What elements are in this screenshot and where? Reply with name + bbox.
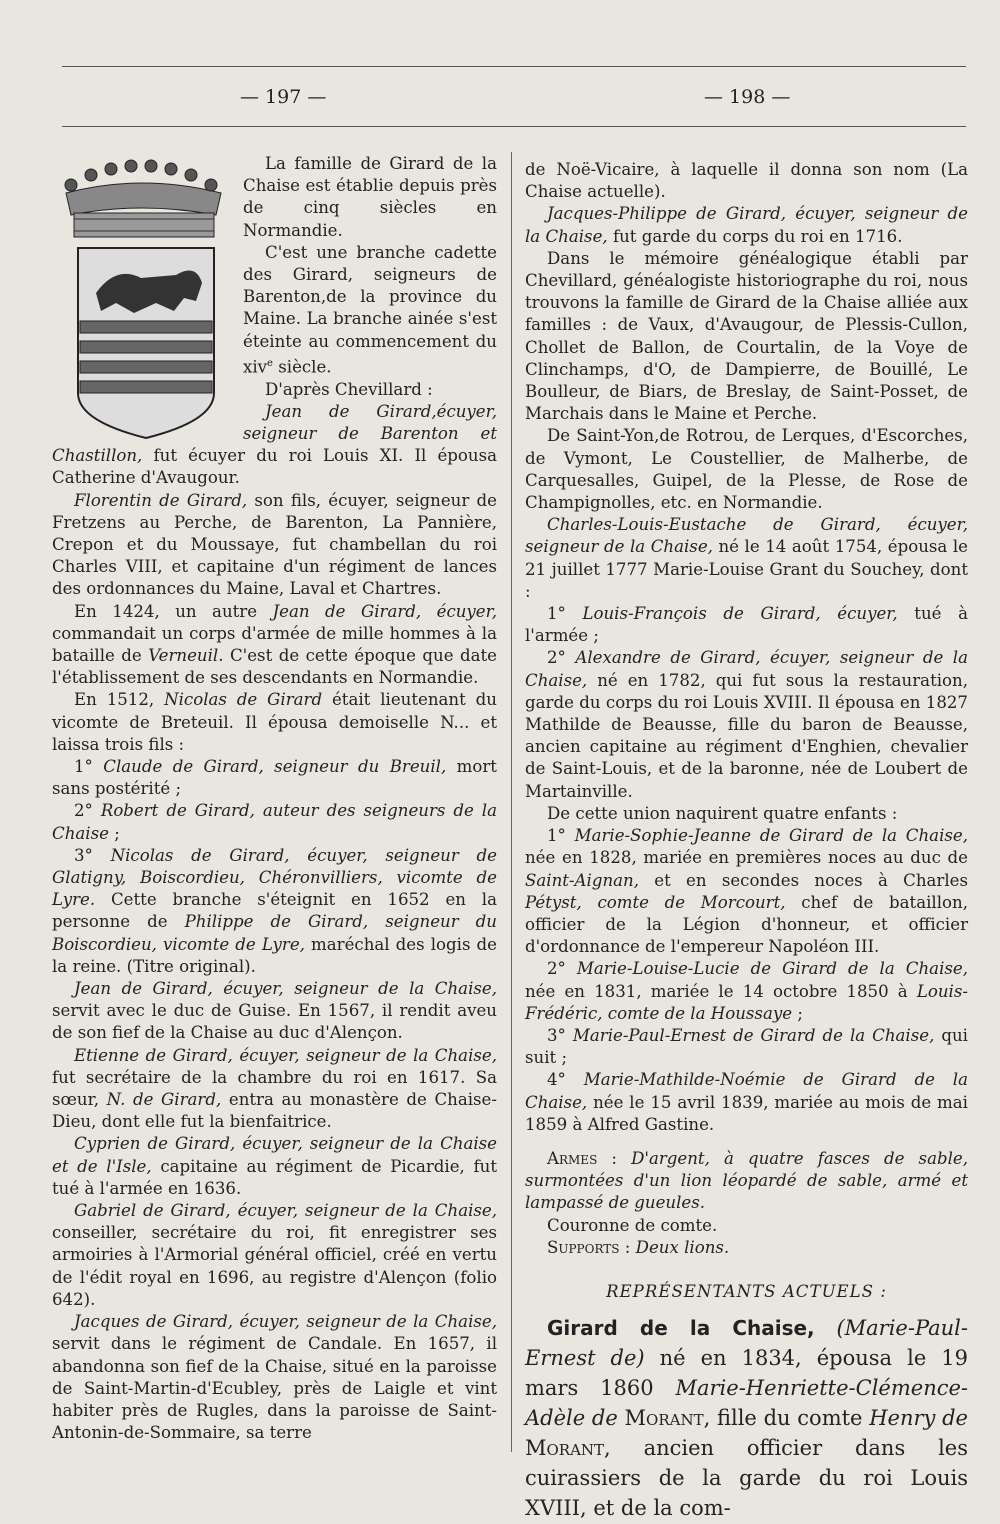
- paragraph-etienne: Etienne de Girard, écuyer, seigneur de la Chaise, fut secrétaire de la chambre du roi en 1617. Sa sœur, N. de Girard, entra au monastère de Chaise-Dieu, dont elle fut la bienfaitrice.: [52, 1045, 497, 1132]
- left-column: [52, 153, 497, 1444]
- paragraph-jean: Jean de Girard,écuyer, seigneur de Barenton et Chastillon, fut écuyer du roi Louis XI. Il épousa Catherine d'Avaugour.: [52, 401, 497, 488]
- paragraph-chevillard: D'après Chevillard :: [265, 379, 433, 399]
- paragraph-claude: 1° Claude de Girard, seigneur du Breuil, mort sans postérité ;: [52, 757, 497, 799]
- paragraph-noe-vicaire: de Noë-Vicaire, à laquelle il donna son nom (La Chaise actuelle).: [525, 160, 968, 202]
- paragraph-louis-francois: 1° Louis-François de Girard, écuyer, tué à l'armée ;: [525, 604, 968, 646]
- paragraph-representants: Girard de la Chaise, (Marie-Paul-Ernest de) né en 1834, épousa le 19 mars 1860 Marie-Henriette-Clémence-Adèle de Morant, fille du comte Henry de Morant, ancien officier dans les cuirassiers de la garde du roi Louis XVIII, et de la com-: [525, 1316, 968, 1521]
- paragraph-marie-sophie: 1° Marie-Sophie-Jeanne de Girard de la Chaise, née en 1828, mariée en premières noces au duc de Saint-Aignan, et en secondes noces à Charles Pétyst, comte de Morcourt, chef de bataillon, officier de la Légion d'honneur, et officier d'ordonnance de l'empereur Napoléon III.: [525, 826, 968, 957]
- paragraph-marie-mathilde: 4° Marie-Mathilde-Noémie de Girard de la Chaise, née le 15 avril 1839, mariée au mois de mai 1859 à Alfred Gastine.: [525, 1070, 968, 1134]
- paragraph-marie-paul: 3° Marie-Paul-Ernest de Girard de la Chaise, qui suit ;: [525, 1025, 968, 1068]
- coat-of-arms-image: [56, 153, 231, 443]
- paragraph-supports: Supports : Deux lions.: [547, 1237, 730, 1257]
- paragraph-jacques: Jacques de Girard, écuyer, seigneur de la Chaise, servit dans le régiment de Candale. En 1657, il abandonna son fief de la Chaise, situé en la paroisse de Saint-Martin-d'Ecubley, près de Laigle et vint habiter près de Rugles, dans la paroisse de Saint-Antonin-de-Sommaire, sa terre: [52, 1312, 497, 1443]
- column-divider: [511, 152, 512, 1452]
- paragraph-couronne: Couronne de comte.: [547, 1215, 718, 1235]
- header-rule: [62, 126, 966, 127]
- paragraph-gabriel: Gabriel de Girard, écuyer, seigneur de la Chaise, conseiller, secrétaire du roi, fit enregistrer ses armoiries à l'Armorial général officiel, créé en vertu de l'édit royal en 1696, au registre d'Alençon (folio 642).: [52, 1201, 497, 1309]
- paragraph-memoire: Dans le mémoire généalogique établi par Chevillard, généalogiste historiographe du roi, nous trouvons la famille de Girard de la Chaise alliée aux familles : de Vaux, d'Avaugour, de Plessis-Cullon, Chollet de Ballon, de Courtalin, de la Voye de Clinchamps, d'O, de Dampierre, de Bouillé, Le Boulleur, de Biars, de Breslay, de Saint-Posset, de Marchais dans le Maine et Perche.: [525, 248, 968, 424]
- paragraph-cyprien: Cyprien de Girard, écuyer, seigneur de la Chaise et de l'Isle, capitaine au régiment de Picardie, fut tué à l'armée en 1636.: [52, 1134, 497, 1198]
- right-column: [525, 159, 968, 1523]
- paragraph-armes: Armes : D'argent, à quatre fasces de sable, surmontées d'un lion léopardé de sable, armé et lampassé de gueules.: [525, 1148, 968, 1213]
- paragraph-1512: En 1512, Nicolas de Girard était lieutenant du vicomte de Breteuil. Il épousa demoiselle N... et laissa trois fils :: [52, 690, 497, 754]
- paragraph-1424: En 1424, un autre Jean de Girard, écuyer, commandait un corps d'armée de mille hommes à la bataille de Verneuil. C'est de cette époque que date l'établissement de ses descendants en Normandie.: [52, 601, 498, 688]
- paragraph-intro: La famille de Girard de la Chaise est établie depuis près de cinq siècles en Normandie.: [243, 154, 497, 240]
- paragraph-nicolas: 3° Nicolas de Girard, écuyer, seigneur de Glatigny, Boiscordieu, Chéronvilliers, vicomte de Lyre. Cette branche s'éteignit en 1652 en la personne de Philippe de Girard, seigneur du Boiscordieu, vicomte de Lyre, maréchal des logis de la reine. (Titre original).: [52, 845, 497, 976]
- paragraph-union: De cette union naquirent quatre enfants :: [547, 803, 898, 823]
- page-number-right: — 198 —: [704, 86, 791, 108]
- paragraph-alexandre: 2° Alexandre de Girard, écuyer, seigneur de la Chaise, né en 1782, qui fut sous la restauration, garde du corps du roi Louis XVIII. Il épousa en 1827 Mathilde de Beausse, fille du baron de Beausse, ancien capitaine au régiment d'Enghien, chevalier de Saint-Louis, et de la baronne, née de Loubert de Martainville.: [525, 648, 968, 801]
- paragraph-jacques-philippe: Jacques-Philippe de Girard, écuyer, seigneur de la Chaise, fut garde du corps du roi en 1716.: [525, 204, 968, 246]
- coat-of-arms-icon: [56, 153, 231, 443]
- paragraph-jean-chaise: Jean de Girard, écuyer, seigneur de la Chaise, servit avec le duc de Guise. En 1567, il rendit aveu de son fief de la Chaise au duc d'Alençon.: [52, 979, 497, 1043]
- paragraph-marie-louise: 2° Marie-Louise-Lucie de Girard de la Chaise, née en 1831, mariée le 14 octobre 1850 à Louis-Frédéric, comte de la Houssaye ;: [525, 959, 968, 1023]
- paragraph-branch: C'est une branche cadette des Girard, seigneurs de Barenton,de la province du Maine. La branche ainée s'est éteinte au commencement du xiv$^e$ siècle.: [243, 242, 497, 377]
- paragraph-robert: 2° Robert de Girard, auteur des seigneurs de la Chaise ;: [52, 801, 497, 843]
- paragraph-saint-yon: De Saint-Yon,de Rotrou, de Lerques, d'Escorches, de Vymont, Le Coustellier, de Malherbe, de Carquesalles, Guipel, de la Plesse, de Rose de Champignolles, etc. en Normandie.: [525, 426, 968, 513]
- top-rule: [62, 66, 966, 67]
- page-number-left: — 197 —: [240, 86, 327, 108]
- paragraph-charles-louis: Charles-Louis-Eustache de Girard, écuyer, seigneur de la Chaise, né le 14 août 1754, épousa le 21 juillet 1777 Marie-Louise Grant du Souchey, dont :: [525, 515, 968, 601]
- section-heading-representants: REPRÉSENTANTS ACTUELS :: [606, 1281, 887, 1301]
- paragraph-florentin: Florentin de Girard, son fils, écuyer, seigneur de Fretzens au Perche, de Barenton, La Pannière, Crepon et du Moussaye, fut chambellan du roi Charles VIII, et capitaine d'un régiment de lances des ordonnances du Maine, Laval et Chartres.: [52, 490, 497, 599]
